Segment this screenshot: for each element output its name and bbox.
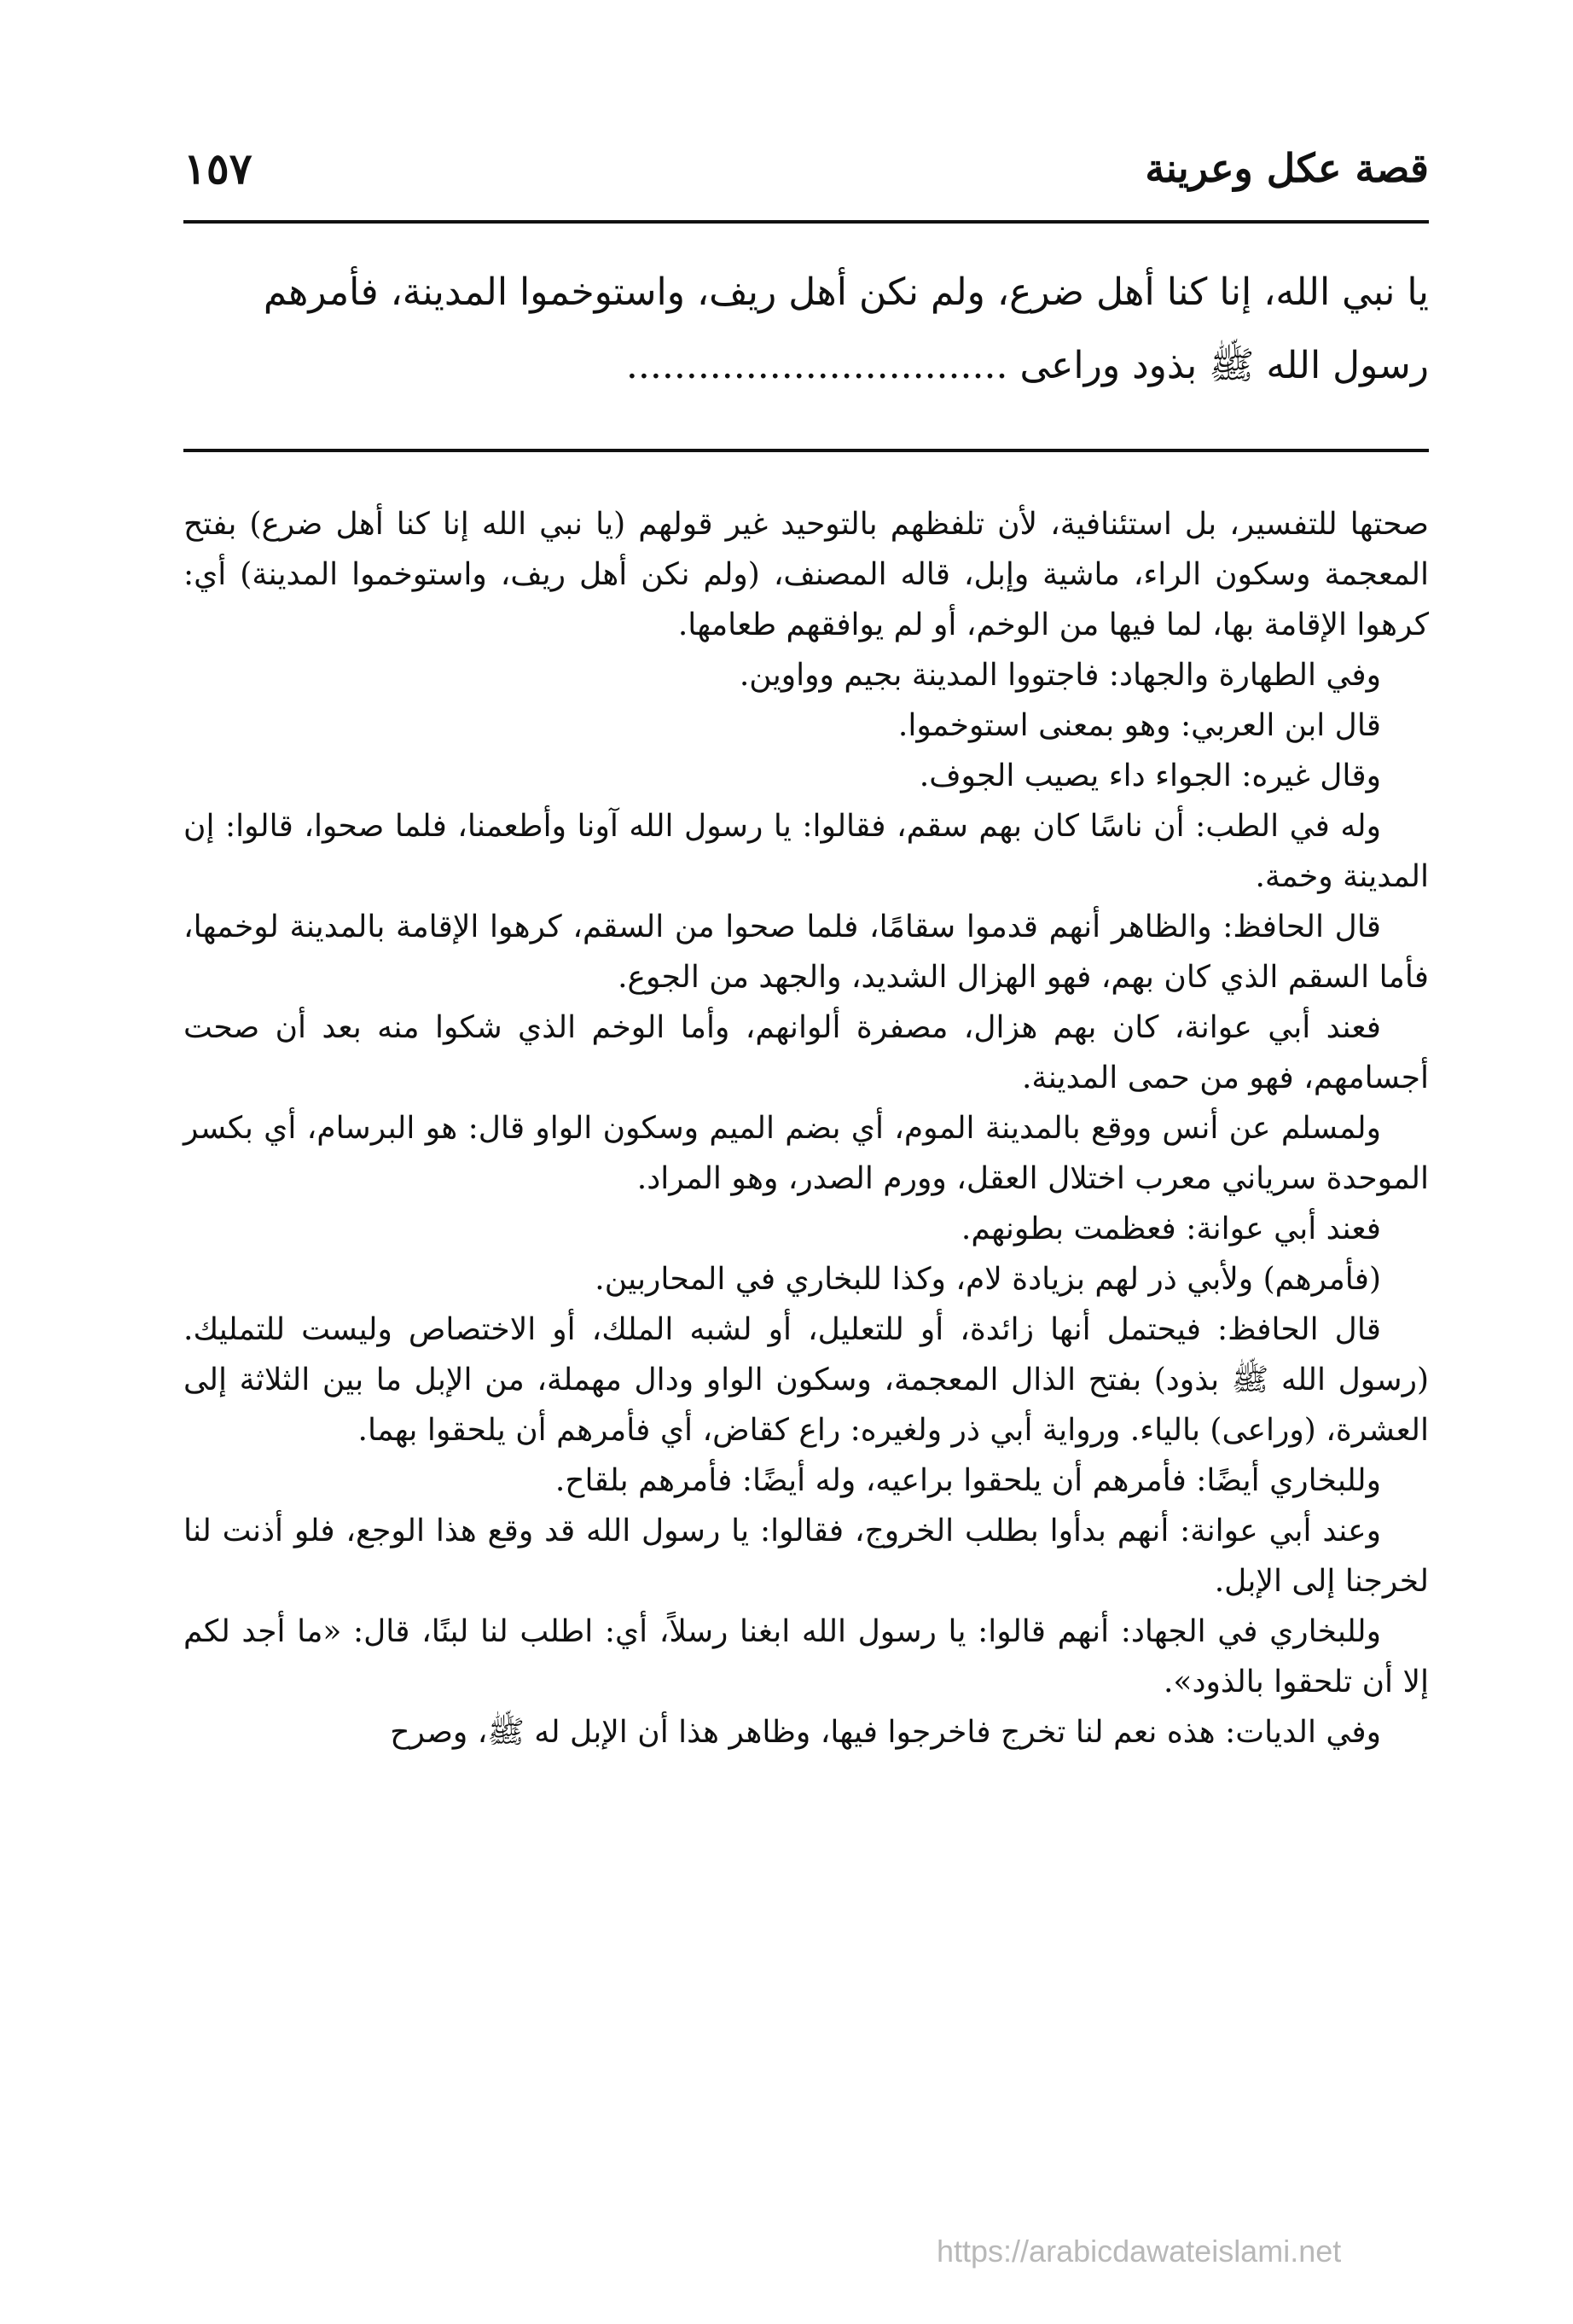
text-commentary-divider [183,449,1429,452]
header-rule [183,220,1429,224]
source-watermark: https://arabicdawateislami.net [937,2234,1342,2269]
hadith-text-block [183,256,1429,403]
commentary-paragraph: وللبخاري في الجهاد: أنهم قالوا: يا رسول الله ابغنا رسلاً، أي: اطلب لنا لبنًا، قال: «ما أجد لكم إلا أن تلحقوا بالذود». [183,1614,1429,1699]
commentary-paragraph: ولمسلم عن أنس ووقع بالمدينة الموم، أي بضم الميم وسكون الواو قال: هو البرسام، أي بكسر الموحدة سرياني معرب اختلال العقل، وورم الصدر، وهو المراد. [183,1111,1429,1196]
commentary-paragraph: فعند أبي عوانة: فعظمت بطونهم. [961,1211,1381,1246]
commentary-paragraph: وله في الطب: أن ناسًا كان بهم سقم، فقالوا: يا رسول الله آونا وأطعمنا، فلما صحوا، قالوا: إن المدينة وخمة. [183,809,1429,894]
commentary-paragraph: قال الحافظ: فيحتمل أنها زائدة، أو للتعليل، أو لشبه الملك، أو الاختصاص وليست للتمليك. (رسول الله ﷺ بذود) بفتح الذال المعجمة، وسكون الواو ودال مهملة، من الإبل ما بين الثلاثة إلى العشرة، (وراعى) بالياء. ورواية أبي ذر ولغيره: راع كقاض، أي فأمرهم أن يلحقوا بهما. [183,1312,1429,1448]
commentary-paragraph: صحتها للتفسير، بل استئنافية، لأن تلفظهم بالتوحيد غير قولهم (يا نبي الله إنا كنا أهل ضرع) بفتح المعجمة وسكون الراء، ماشية وإبل، قاله المصنف، (ولم نكن أهل ريف، واستوخموا المدينة) أي: كرهوا الإقامة بها، لما فيها من الوخم، أو لم يوافقهم طعامها. [183,507,1429,642]
hadith-line-1: يا نبي الله، إنا كنا أهل ضرع، ولم نكن أهل ريف، واستوخموا المدينة، فأمرهم [263,270,1429,314]
commentary-paragraph: قال ابن العربي: وهو بمعنى استوخموا. [897,708,1381,743]
running-title: قصة عكل وعرينة [1145,145,1429,191]
commentary-paragraph: فعند أبي عوانة، كان بهم هزال، مصفرة ألوانهم، وأما الوخم الذي شكوا منه بعد أن صحت أجسامهم، فهو من حمى المدينة. [183,1010,1429,1095]
hadith-line-2: رسول الله ﷺ بذود وراعى ................................ [625,344,1429,387]
commentary-paragraph: وعند أبي عوانة: أنهم بدأوا بطلب الخروج، فقالوا: يا رسول الله قد وقع هذا الوجع، فلو أذنت لنا لخرجنا إلى الإبل. [183,1514,1429,1599]
page-number: ١٥٧ [183,143,252,194]
commentary-paragraph: قال الحافظ: والظاهر أنهم قدموا سقامًا، فلما صحوا من السقم، كرهوا الإقامة بالمدينة لوخمها، فأما السقم الذي كان بهم، فهو الهزال الشديد، والجهد من الجوع. [183,909,1429,995]
commentary-block [183,499,1429,1758]
page-header [183,137,1429,205]
commentary-paragraph: وفي الطهارة والجهاد: فاجتووا المدينة بجيم وواوين. [739,658,1381,693]
commentary-paragraph: (فأمرهم) ولأبي ذر لهم بزيادة لام، وكذا للبخاري في المحاربين. [595,1262,1381,1297]
commentary-paragraph: وقال غيره: الجواء داء يصيب الجوف. [919,758,1381,793]
commentary-paragraph: وللبخاري أيضًا: فأمرهم أن يلحقوا براعيه، وله أيضًا: فأمرهم بلقاح. [554,1463,1381,1498]
commentary-paragraph: وفي الديات: هذه نعم لنا تخرج فاخرجوا فيها، وظاهر هذا أن الإبل له ﷺ، وصرح [390,1715,1381,1750]
